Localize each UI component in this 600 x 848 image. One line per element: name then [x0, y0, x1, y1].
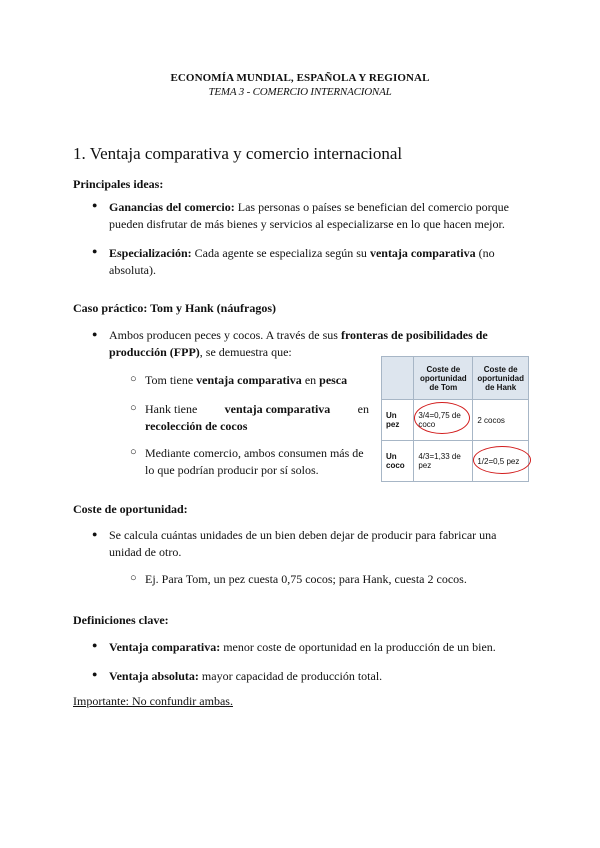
bullet-icon: ●: [92, 246, 98, 256]
row-label-pez: Un pez: [382, 400, 414, 441]
especializacion-paragraph: Especialización: Cada agente se especializa según su ventaja comparativa (no absoluta).: [109, 246, 495, 277]
row-label-coco: Un coco: [382, 441, 414, 482]
opportunity-cost-table: [381, 356, 529, 482]
hank-statement: Hank tiene ventaja comparativa en recolección de cocos: [145, 402, 369, 433]
ganancias-paragraph: Ganancias del comercio: Las personas o países se benefician del comercio porque pueden disfrutar de más bienes y servicios al especializarse en lo que hacen mejor.: [109, 200, 509, 231]
table-header-hank: Coste de oportunidad de Hank: [473, 357, 529, 400]
cell-hank-pez: 2 cocos: [473, 400, 529, 441]
table-row: [382, 400, 529, 441]
sub-bullet-icon: ○: [130, 402, 137, 414]
caso-intro-paragraph: Ambos producen peces y cocos. A través de sus fronteras de posibilidades de producción (FPP), se demuestra que:: [109, 328, 488, 359]
sub-bullet-icon: ○: [130, 572, 137, 584]
especializacion-term: Especialización:: [109, 246, 192, 260]
section-heading: 1. Ventaja comparativa y comercio internacional: [73, 144, 403, 163]
bullet-icon: ●: [92, 329, 98, 339]
table-header-tom: Coste de oportunidad de Tom: [414, 357, 473, 400]
document-subtitle: TEMA 3 - COMERCIO INTERNACIONAL: [208, 86, 392, 98]
table-corner-cell: [382, 357, 414, 400]
importante-note: Importante: No confundir ambas.: [73, 694, 233, 708]
coste-heading: Coste de oportunidad:: [73, 502, 188, 516]
ganancias-term: Ganancias del comercio:: [109, 200, 235, 214]
caso-heading: Caso práctico: Tom y Hank (náufragos): [73, 301, 277, 315]
definiciones-heading: Definiciones clave:: [73, 613, 169, 627]
document-title: ECONOMÍA MUNDIAL, ESPAÑOLA Y REGIONAL: [170, 72, 430, 84]
bullet-icon: ●: [92, 529, 98, 539]
table-row: [382, 441, 529, 482]
bullet-icon: ●: [92, 200, 98, 210]
cell-tom-pez: 3/4=0,75 de coco: [414, 400, 473, 441]
definicion-comparativa: Ventaja comparativa: menor coste de oportunidad en la producción de un bien.: [109, 640, 496, 654]
cell-hank-coco: 1/2=0,5 pez: [473, 441, 529, 482]
cell-tom-coco: 4/3=1,33 de pez: [414, 441, 473, 482]
tom-statement: Tom tiene ventaja comparativa en pesca: [145, 373, 348, 387]
coste-example: Ej. Para Tom, un pez cuesta 0,75 cocos; para Hank, cuesta 2 cocos.: [145, 572, 467, 586]
comercio-statement: Mediante comercio, ambos consumen más de lo que podrían producir por sí solos.: [145, 446, 364, 477]
definicion-absoluta: Ventaja absoluta: mayor capacidad de producción total.: [109, 669, 383, 683]
bullet-icon: ●: [92, 669, 98, 679]
table-header-row: [382, 357, 529, 400]
sub-bullet-icon: ○: [130, 446, 137, 458]
bullet-icon: ●: [92, 640, 98, 650]
principales-heading: Principales ideas:: [73, 177, 164, 191]
coste-paragraph: Se calcula cuántas unidades de un bien deben dejar de producir para fabricar una unidad de otro.: [109, 528, 497, 559]
sub-bullet-icon: ○: [130, 373, 137, 385]
